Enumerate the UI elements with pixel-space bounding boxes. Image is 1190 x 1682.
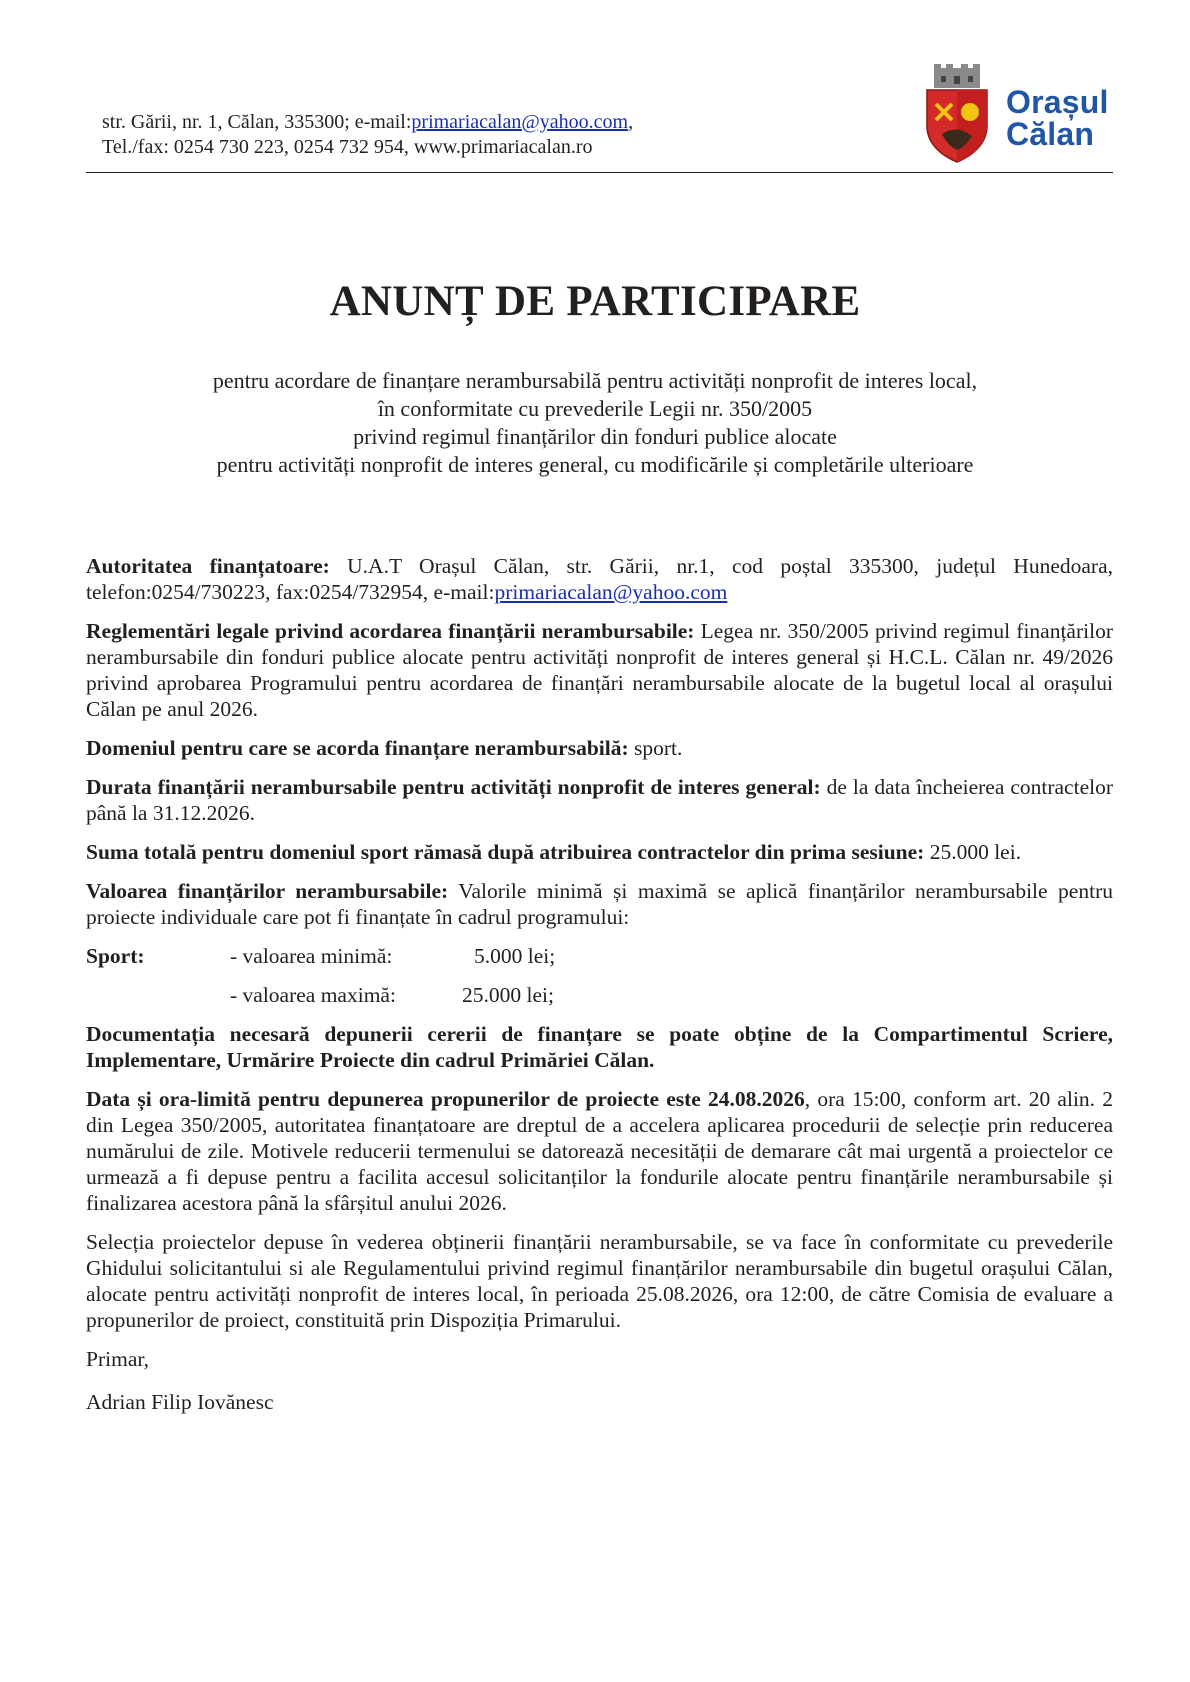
min-value: 5.000 lei; xyxy=(474,944,556,968)
deadline-label: Data și ora-limită pentru depunerea propunerilor de proiecte este 24.08.2026 xyxy=(86,1087,805,1111)
domain-paragraph: Domeniul pentru care se acorda finanțare nerambursabilă: sport. xyxy=(86,736,683,760)
total-paragraph: Suma totală pentru domeniul sport rămasă după atribuirea contractelor din prima sesiune: 25.000 lei. xyxy=(86,840,1022,864)
subtitle-line: pentru acordare de finanțare nerambursabilă pentru activități nonprofit de interes local, xyxy=(212,368,978,393)
announcement-body xyxy=(86,553,1113,1432)
deadline-paragraph: Data și ora-limită pentru depunerea propunerilor de proiecte este 24.08.2026, ora 15:00, conform art. 20 alin. 2 din Legea 350/2005, autoritatea finanțatoare are dreptul de a accelera aplicarea procedurii de selecție prin reducerea numărului de zile. Motivele reducerii termenului se datorează necesității de demarare cât mai urgentă a proiectelor ce urmează a fi depuse pentru a facilita accesul solicitanților la fondurile alocate pentru finanțările nerambursabile și finalizarea acestora până la sfârșitul anului 2026. xyxy=(86,1087,1113,1215)
subtitle-line: în conformitate cu prevederile Legii nr. 350/2005 xyxy=(377,396,813,421)
sport-max-row xyxy=(86,982,1113,1008)
regulations-paragraph: Reglementări legale privind acordarea finanțării nerambursabile: Legea nr. 350/2005 privind regimul finanțărilor nerambursabile din fonduri publice alocate pentru activități nonprofit de interes general și H.C.L. Călan nr. 49/2026 privind aprobarea Programului pentru acordarea de finanțări nerambursabile alocate de la bugetul local al orașului Călan pe anul 2026. xyxy=(86,619,1113,721)
domain-label: Domeniul pentru care se acorda finanțare nerambursabilă: xyxy=(86,736,629,760)
logo-line-2: Călan xyxy=(1006,116,1095,152)
signature-role: Primar, xyxy=(86,1347,150,1371)
authority-email-link[interactable]: primariacalan@yahoo.com xyxy=(494,580,728,604)
signature-name: Adrian Filip Iovănesc xyxy=(86,1390,274,1414)
values-paragraph: Valoarea finanțărilor nerambursabile: Valorile minimă și maximă se aplică finanțărilor nerambursabile pentru proiecte individuale care pot fi finanțate în cadrul programului: xyxy=(86,879,1113,929)
subtitle-line: privind regimul finanțărilor din fonduri publice alocate xyxy=(353,424,837,449)
sport-min-row xyxy=(86,943,1113,969)
total-label: Suma totală pentru domeniul sport rămasă după atribuirea contractelor din prima sesiune: xyxy=(86,840,925,864)
header-divider xyxy=(86,172,1113,173)
subtitle xyxy=(0,367,1190,479)
max-value: 25.000 lei; xyxy=(462,983,554,1007)
documentation-paragraph: Documentația necesară depunerii cererii de finanțare se poate obține de la Compartimentul Scriere, Implementare, Urmărire Proiecte din cadrul Primăriei Călan. xyxy=(86,1022,1113,1072)
logo xyxy=(922,64,1122,174)
max-label: - valoarea maximă: xyxy=(230,983,396,1007)
page-title: ANUNȚ DE PARTICIPARE xyxy=(329,278,861,325)
values-label: Valoarea finanțărilor nerambursabile: xyxy=(86,879,449,903)
header-contact xyxy=(102,110,633,160)
email-link[interactable]: primariacalan@yahoo.com xyxy=(411,111,629,133)
address-line: str. Gării, nr. 1, Călan, 335300; e-mail:primariacalan@yahoo.com, xyxy=(102,111,634,133)
regulations-label: Reglementări legale privind acordarea finanțării nerambursabile: xyxy=(86,619,695,643)
sport-label: Sport: xyxy=(86,944,145,968)
phone-line: Tel./fax: 0254 730 223, 0254 732 954, www.primariacalan.ro xyxy=(102,136,593,158)
min-label: - valoarea minimă: xyxy=(230,944,393,968)
duration-label: Durata finanțării nerambursabile pentru activități nonprofit de interes general: xyxy=(86,775,821,799)
authority-label: Autoritatea finanțatoare: xyxy=(86,554,330,578)
selection-paragraph: Selecția proiectelor depuse în vederea obținerii finanțării nerambursabile, se va face în conformitate cu prevederile Ghidului solicitantului si ale Regulamentului privind regimul finanțărilor nerambursabile din bugetul orașului Călan, alocate pentru activități nonprofit de interes local, în perioada 25.08.2026, ora 12:00, de către Comisia de evaluare a propunerilor de proiect, constituită prin Dispoziția Primarului. xyxy=(86,1230,1113,1332)
city-coat-of-arms-icon xyxy=(922,64,992,164)
logo-line-1: Orașul xyxy=(1006,84,1109,120)
authority-paragraph: Autoritatea finanțatoare: U.A.T Orașul Călan, str. Gării, nr.1, cod poștal 335300, județul Hunedoara, telefon:0254/730223, fax:0254/732954, e-mail:primariacalan@yahoo.com xyxy=(86,554,1113,604)
subtitle-line: pentru activități nonprofit de interes general, cu modificările și completările ulterioare xyxy=(216,452,974,477)
logo-text xyxy=(1006,86,1109,150)
duration-paragraph: Durata finanțării nerambursabile pentru activități nonprofit de interes general: de la data încheierea contractelor până la 31.12.2026. xyxy=(86,775,1113,825)
signature-block xyxy=(86,1346,1113,1415)
